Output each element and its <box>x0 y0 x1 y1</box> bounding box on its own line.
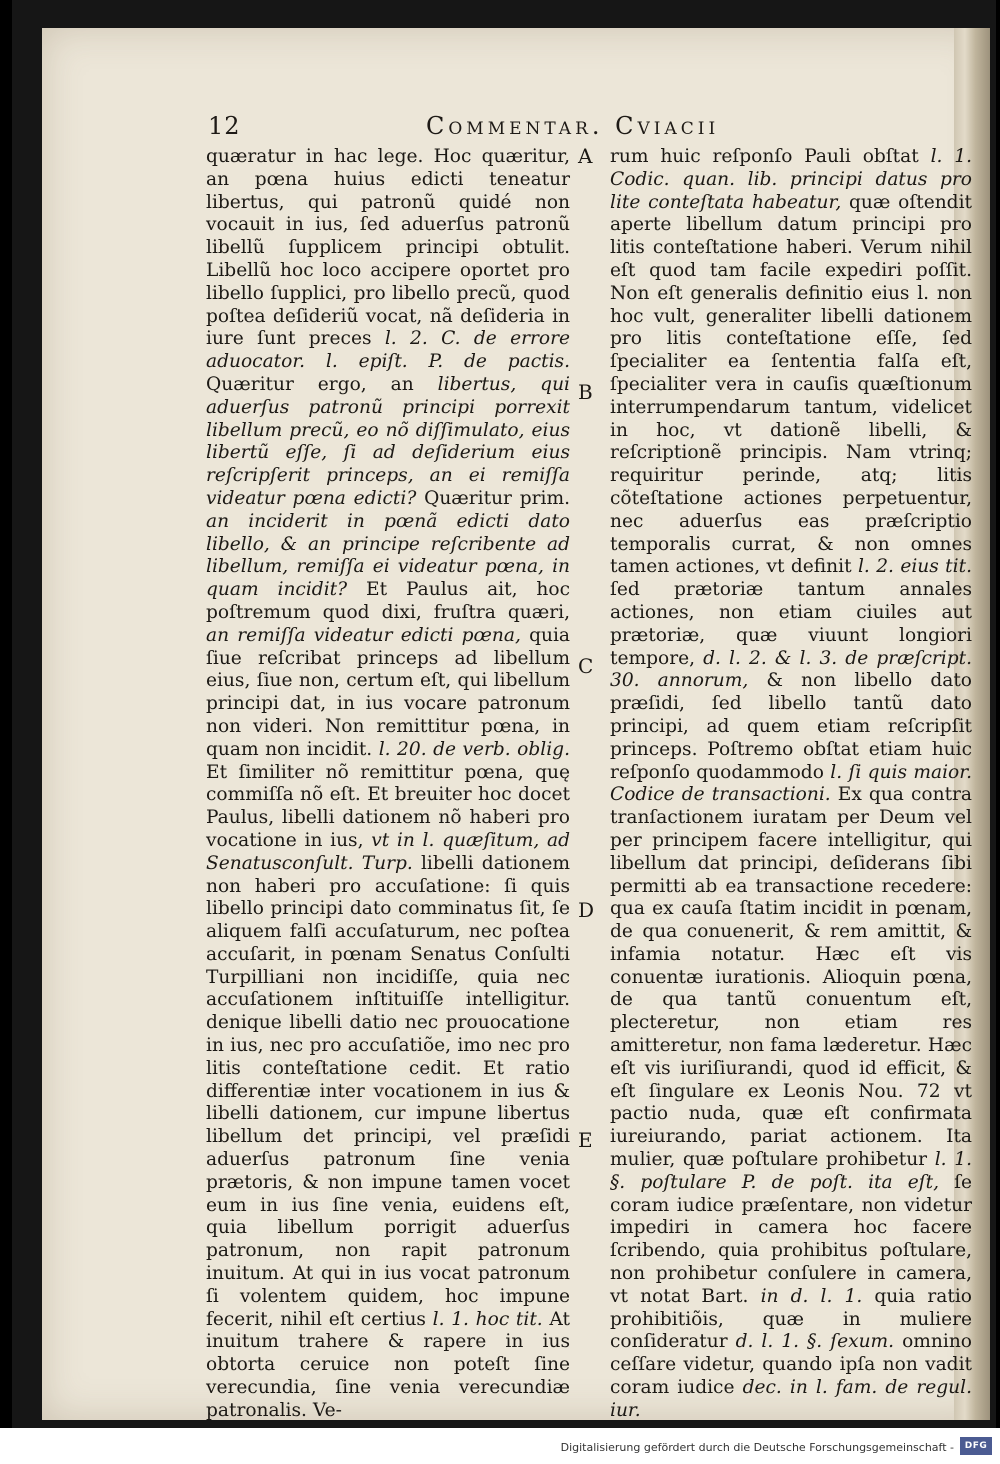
citation: l. ſi quis maior. Codice de transactioni. <box>610 761 973 806</box>
left-paragraph <box>206 146 570 1423</box>
text-span: libelli dationem non haberi pro accuſatione: ſi quis libello principi dato comminatus ſit, ſe aliquem falſi accuſaturum, nec poſtea accuſarit, in pœnam Senatus Conſulti Turpilliani non incidiſſe, quia nec accuſationem inſtituiſſe intelligitur. denique libelli datio nec prouocatione in ius, nec pro accuſatiõe, imo nec pro litis conteſtatione cedit. Et ratio differentiæ inter vocationem in ius & libelli dationem, cur impune libertus libellum det principi, vel præſidi aduerſus patronum ſine venia prætoris, & non impune tamen vocet eum in ius ſine venia, euidens eſt, quia libellum porrigit aduerſus patronum, non rapit patronum inuitum. At qui in ius vocat patronum ſi volentem quidem, hoc impune fecerit, nihil eſt certius <box>206 852 571 1330</box>
page-number: 12 <box>208 112 241 140</box>
question-italic: libertus, qui aduerſus patronũ principi porrexit libellum precũ, eo nõ diſſimulato, eius libertũ eſſe, ſi ad deſiderium eius reſcripſerit princeps, an ei remiſſa videatur pœna edicti? <box>206 373 570 509</box>
text-span: ſed prætoriæ tantum annales actiones, non etiam ciuiles aut prætoriæ, quæ viuunt longiori tempore, <box>610 579 972 669</box>
text-span: quia ratio prohibitiõis, quæ in muliere conſideratur <box>610 1285 972 1353</box>
running-head <box>208 112 978 144</box>
question-italic: an inciderit in pœnã edicti dato libello, & an principe reſcribente ad libellum, remiſſa ei videatur pœna, in quam incidit? <box>206 510 570 601</box>
footer-bar <box>0 1428 1000 1464</box>
left-column <box>206 146 570 1423</box>
citation: l. 2. C. de errore aduocator. l. epiſt. P. de pactis. <box>206 328 570 373</box>
text-span: rum huic reſponſo Pauli obſtat <box>610 146 931 167</box>
citation: l. 1. §. poſtulare P. de poſt. ita eſt, <box>610 1149 972 1193</box>
running-title: Commentar. Cviacii <box>426 112 720 140</box>
right-column <box>610 146 972 1447</box>
margin-marker-b: B <box>578 380 593 404</box>
text-span: ſe coram iudice præſentare, non videtur impediri in camera hoc facere ſcribendo, quia prohibitus poſtulare, non prohibetur conſulere in camera, vt notat Bart. <box>610 1171 972 1307</box>
citation: d. l. 1. §. ſexum. <box>735 1331 903 1353</box>
text-span: At inuitum trahere & rapere in ius obtorta ceruice non poteſt ſine verecundia, ſine venia verecundiæ patronalis. Ve- <box>206 1308 570 1421</box>
text-span: quæ oſtendit aperte libellum datum principi pro litis conteſtatione haberi. Verum nihil eſt quod tam facile expediri poſſit. Non eſt generalis definitio eius l. non hoc vult, generaliter libelli dationem pro litis conteſtatione eſſe, ſed ſpecialiter ea ſententia falſa eſt, ſpecialiter vera in cauſis quæſtionum interrumpendarum tantum, videlicet in hoc, vt dationẽ libelli, & reſcriptionẽ principis. Nam vtrinq; requiritur perinde, atq; litis cõteſtatione actiones perpetuentur, nec aduerſus eas præſcriptio temporalis currat, & non omnes tamen actiones, vt definit <box>610 191 972 578</box>
text-span: Ex qua contra tranſactionem iuratam per Deum vel per principem facere intelligitur, qui libellum dat principi, deſiderans ſibi permitti ab ea transactione recedere: qua ex cauſa ſtatim incidit in pœnam, de qua conuenerit, & rem amittit, & infamia notatur. Hæc eſt vis conuentæ iurationis. Alioquin pœna, de qua tantũ conuentum eſt, plecteretur, non etiam res amitteretur, non fama læderetur. Hæc eſt vis iuriſiurandi, quod id efficit, & eſt ſingulare ex Leonis Nou. 72 vt pactio nuda, quæ eſt confirmata iureiurando, pariat actionem. Ita mulier, quæ poſtulare prohibetur <box>610 784 973 1171</box>
text-span: quæratur in hac lege. Hoc quæritur, an pœna huius edicti teneatur libertus, qui patronũ quidé non vocauit in ius, ſed aduerſus patronũ libellũ ſupplicem principi obtulit. Libellũ hoc loco accipere oportet pro libello ſupplici, pro libello precũ, quod poſtea deſideriũ vocat, nã deſideria in iure ſunt preces <box>206 146 570 350</box>
text-span: Et Paulus ait, hoc poſtremum quod dixi, fruſtra quæri, <box>206 579 570 623</box>
margin-marker-a: A <box>578 144 593 168</box>
text-span: Et ſimiliter nõ remittitur pœna, quę commiſſa nõ eſt. Et breuiter hoc docet Paulus, libelli dationem nõ haberi pro vocatione in ius, <box>206 761 570 851</box>
citation: l. 20. de verb. oblig. <box>378 738 570 760</box>
text-span: omnino ceſſare videtur, quando ipſa non vadit coram iudice <box>610 1331 972 1399</box>
text-span: Quæritur ergo, an <box>206 373 438 395</box>
citation: l. 2. eius tit. <box>857 556 972 578</box>
citation: dec. in l. fam. de regul. iur. <box>610 1377 972 1421</box>
funding-credit: Digitalisierung gefördert durch die Deutsche Forschungsgemeinschaft - <box>560 1441 954 1454</box>
margin-marker-d: D <box>578 898 595 922</box>
citation: in d. l. 1. <box>760 1285 875 1307</box>
citation: l. 1. Codic. quan. lib. principi datus pro lite conteſtata habeatur, <box>610 146 972 213</box>
right-paragraph <box>610 146 972 1423</box>
dfg-logo-icon: DFG <box>960 1437 992 1455</box>
question-italic: an remiſſa videatur edicti pœna, <box>206 624 530 646</box>
margin-marker-c: C <box>578 654 594 678</box>
text-span: quia ſiue reſcribat princeps ad libellum eius, ſiue non, certum eſt, qui libellum principi dat, in ius vocare patronum non videri. Non remittitur pœna, in quam non incidit. <box>206 624 570 760</box>
citation: vt in l. quæſitum, ad Senatusconſult. Turp. <box>206 829 570 874</box>
margin-marker-e: E <box>578 1128 593 1152</box>
text-span: & non libello dato præſidi, ſed libello tantũ dato principi, ad quem etiam reſcripſit princeps. Poſtremo obſtat etiam huic reſponſo quodammodo <box>610 670 972 783</box>
citation: l. 1. hoc tit. <box>432 1308 550 1330</box>
text-span: Quæritur prim. <box>424 487 570 509</box>
citation: d. l. 2. & l. 3. de præſcript. 30. annorum, <box>610 647 972 692</box>
